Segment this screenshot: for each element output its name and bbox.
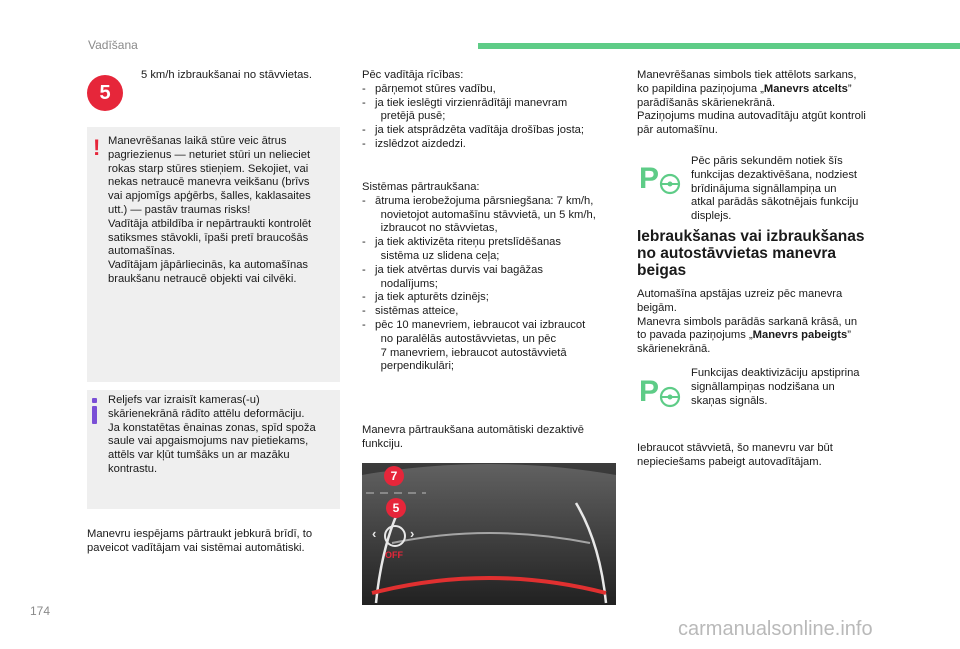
symbol-line-1: Manevrēšanas simbols tiek attēlots sarkans,	[637, 69, 857, 81]
symbol-description	[637, 69, 866, 138]
park-assist-icon	[638, 373, 684, 409]
steering-wheel-icon	[384, 525, 406, 547]
section-title: Vadīšana	[88, 38, 138, 52]
interrupt-text: Manevru iespējams pārtraukt jebkurā brīdī, to paveicot vadītājam vai sistēmai automātiski.	[87, 528, 313, 554]
deactivation-confirm-text: Funkcijas deaktivizāciju apstiprina signāllampiņas nodzišana un skaņas signāls.	[691, 367, 860, 407]
auto-disable-text: Manevra pārtraukšana automātiski dezaktivē funkciju.	[362, 424, 584, 450]
section-heading: Iebraukšanas vai izbraukšanas no autostāvvietas manevra beigas	[637, 228, 865, 279]
warning-text: Manevrēšanas laikā stūre veic ātrus pagriezienus — neturiet stūri un nelieciet rokas starp stūres stieņiem. Sekojiet, vai nekas netraucē manevra veikšanu (brīvs vai apjomīgs apģērbs, šalles, kaklasaites utt.) — pastāv traumas risks! Vadītāja atbildība ir nepārtraukti kontrolēt satiksmes stāvokli, īpaši pretī braucošās automašīnas. Vadītājam jāpārliecinās, ka automašīnas braukšanu netraucē objekti vai cilvēki.	[108, 135, 312, 285]
maneuver-5-badge: 5	[386, 498, 406, 518]
svg-text:P: P	[639, 375, 660, 408]
park-assist-icon	[638, 160, 684, 196]
end-line-2c: ”	[847, 329, 851, 342]
header-accent-bar	[478, 43, 960, 49]
warning-box	[87, 127, 340, 382]
driver-actions-list: Pēc vadītāja rīcības: - pārņemot stūres vadību, - ja tiek ieslēgti virzienrādītāji manevram pretējā pusē; - ja tiek atsprādzēta vadītāja drošības josta; - izslēdzot aizdedzi.	[362, 69, 585, 150]
svg-text:P: P	[639, 162, 660, 195]
chevron-left-icon: ‹	[372, 526, 377, 541]
maneuver-7-badge: 7	[384, 466, 404, 486]
info-icon	[92, 398, 98, 424]
system-interrupt-list: Sistēmas pārtraukšana: - ātruma ierobežojuma pārsniegšana: 7 km/h, novietojot automašīnu stāvvietā, un 5 km/h, izbraucot no stāvvietas, - ja tiek aktivizēta riteņu pretslīdēšanas sistēma uz slidena ceļa; - ja tiek atvērtas durvis vai bagāžas nodalījums; - ja tiek apturēts dzinējs; - sistēmas atteice, - pēc 10 manevriem, iebraucot vai izbraucot no paralēlās autostāvvietas, un pēc 7 manevriem, iebraucot autostāvvietā perpendikulāri;	[362, 181, 596, 373]
symbol-line-2a: ko papildina paziņojuma „	[637, 82, 764, 95]
step-number-badge: 5	[87, 75, 123, 111]
final-note-text: Iebraucot stāvvietā, šo manevru var būt nepieciešams pabeigt autovadītājam.	[637, 442, 833, 468]
symbol-line-2c: ”	[847, 82, 852, 95]
chevron-right-icon: ›	[410, 526, 415, 541]
deactivation-text: Pēc pāris sekundēm notiek šīs funkcijas dezaktivēšana, nodziest brīdinājuma signāllampiņa un atkal parādās sākotnējais funkciju displejs.	[691, 155, 859, 223]
end-line-3: skārienekrānā.	[637, 343, 711, 356]
end-line-1: Automašīna apstājas uzreiz pēc manevra beigām. Manevra simbols parādās sarkanā krāsā, un	[637, 288, 858, 328]
message-maneuver-cancelled: Manevrs atcelts	[763, 82, 848, 95]
info-box	[87, 390, 340, 509]
page-number: 174	[30, 604, 51, 618]
info-text: Reljefs var izraisīt kameras(-u) skārienekrānā rādīto attēlu deformāciju. Ja konstatētas ēnainas zonas, spīd spoža saule vai apgaismojums nav pietiekams, attēls var kļūt tumšāks un ar mazāku kontrastu.	[108, 394, 316, 475]
off-label: OFF	[385, 550, 403, 560]
maneuver-end-text	[637, 288, 857, 357]
parking-camera-image	[362, 463, 616, 605]
watermark: carmanualsonline.info	[678, 618, 873, 640]
speed-text: 5 km/h izbraukšanai no stāvvietas.	[141, 69, 313, 81]
symbol-line-3: parādīšanās skārienekrānā. Paziņojums mudina autovadītāju atgūt kontroli pār automašīnu.	[637, 96, 866, 137]
message-maneuver-completed: Manevrs pabeigts	[752, 329, 848, 342]
end-line-2a: to pavada paziņojums „	[637, 329, 753, 342]
warning-icon: !	[93, 135, 101, 160]
